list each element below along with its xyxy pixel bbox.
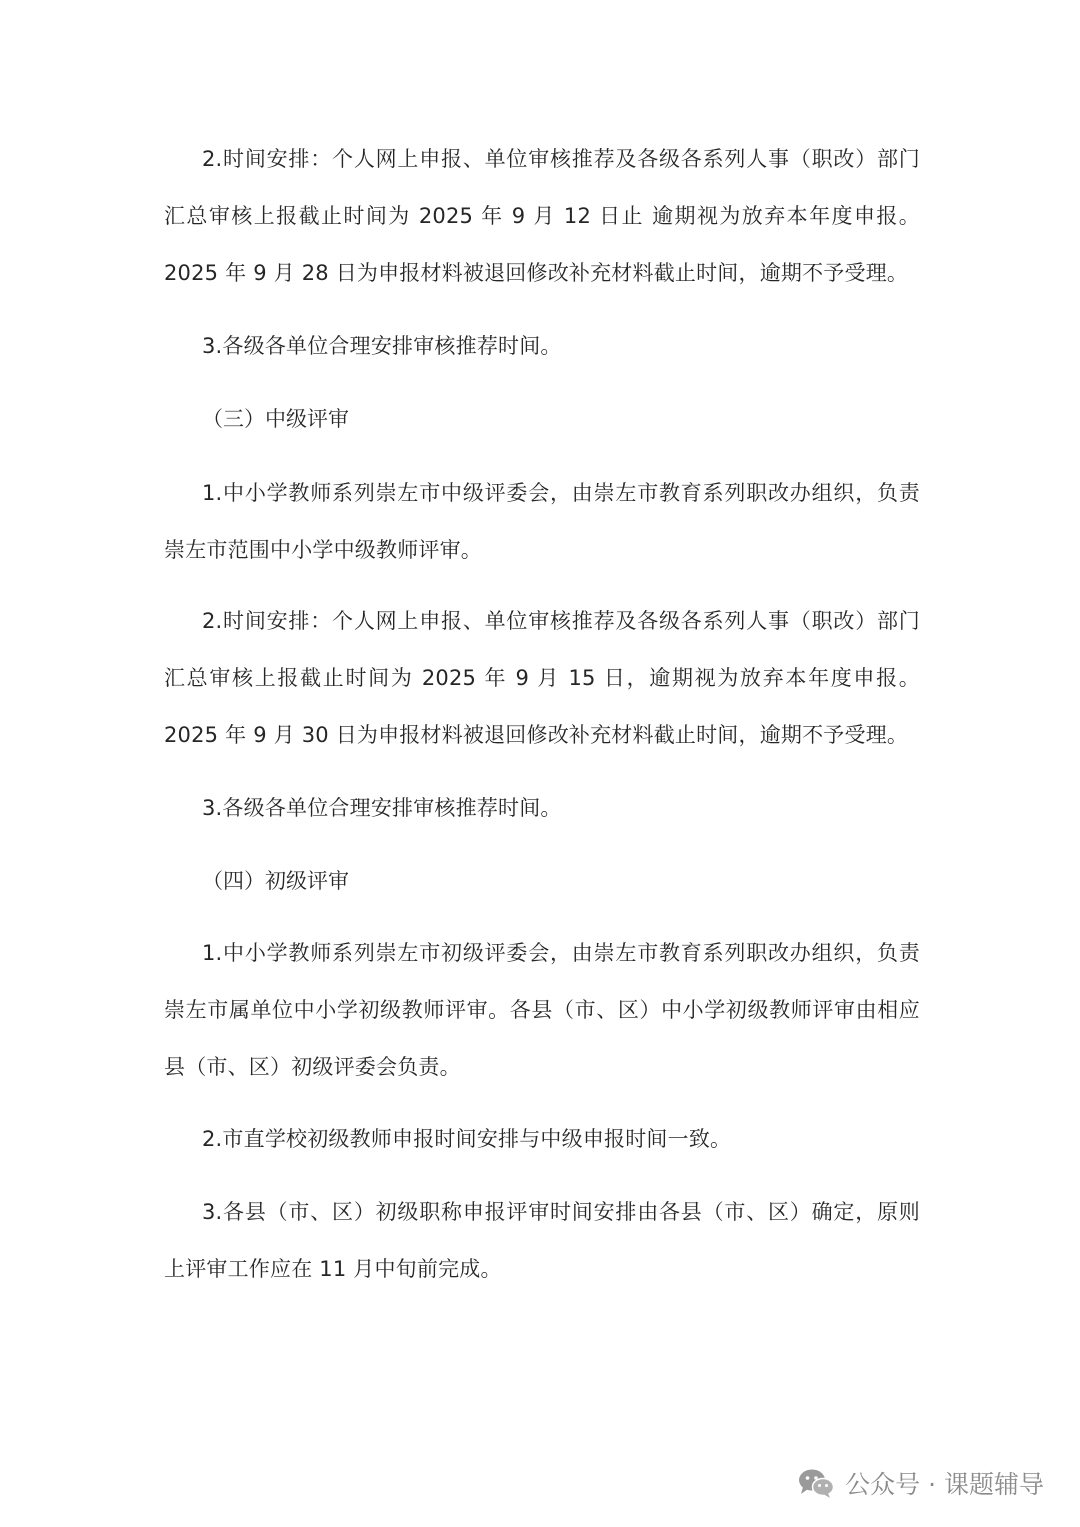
paragraph-review-time-1: 3.各级各单位合理安排审核推荐时间。 [202,334,562,358]
paragraph-junior-time-consistent: 2.市直学校初级教师申报时间安排与中级申报时间一致。 [202,1127,732,1151]
wechat-icon [797,1467,835,1499]
section-heading-intermediate: （三）中级评审 [202,407,349,431]
paragraph-junior-committee: 1.中小学教师系列崇左市初级评委会，由崇左市教育系列职改办组织，负责崇左市属单位中小学初级教师评审。各县（市、区）中小学初级教师评审由相应县（市、区）初级评委会负责。 [164,941,920,1079]
wechat-watermark [797,1465,1044,1501]
paragraph-time-arrangement-senior: 2.时间安排：个人网上申报、单位审核推荐及各级各系列人事（职改）部门汇总审核上报截止时间为 2025 年 9 月 12 日止 逾期视为放弃本年度申报。2025 年 9 月 28 日为申报材料被退回修改补充材料截止时间，逾期不予受理。 [164,147,920,285]
paragraph-county-junior-time: 3.各县（市、区）初级职称申报评审时间安排由各县（市、区）确定，原则上评审工作应在 11 月中旬前完成。 [164,1200,920,1281]
paragraph-review-time-2: 3.各级各单位合理安排审核推荐时间。 [202,796,562,820]
section-heading-junior: （四）初级评审 [202,869,349,893]
paragraph-time-arrangement-intermediate: 2.时间安排：个人网上申报、单位审核推荐及各级各系列人事（职改）部门汇总审核上报截止时间为 2025 年 9 月 15 日，逾期视为放弃本年度申报。2025 年 9 月 30 日为申报材料被退回修改补充材料截止时间，逾期不予受理。 [164,609,920,747]
paragraph-intermediate-committee: 1.中小学教师系列崇左市中级评委会，由崇左市教育系列职改办组织，负责崇左市范围中小学中级教师评审。 [164,481,920,562]
watermark-text: 公众号 · 课题辅导 [845,1470,1044,1499]
